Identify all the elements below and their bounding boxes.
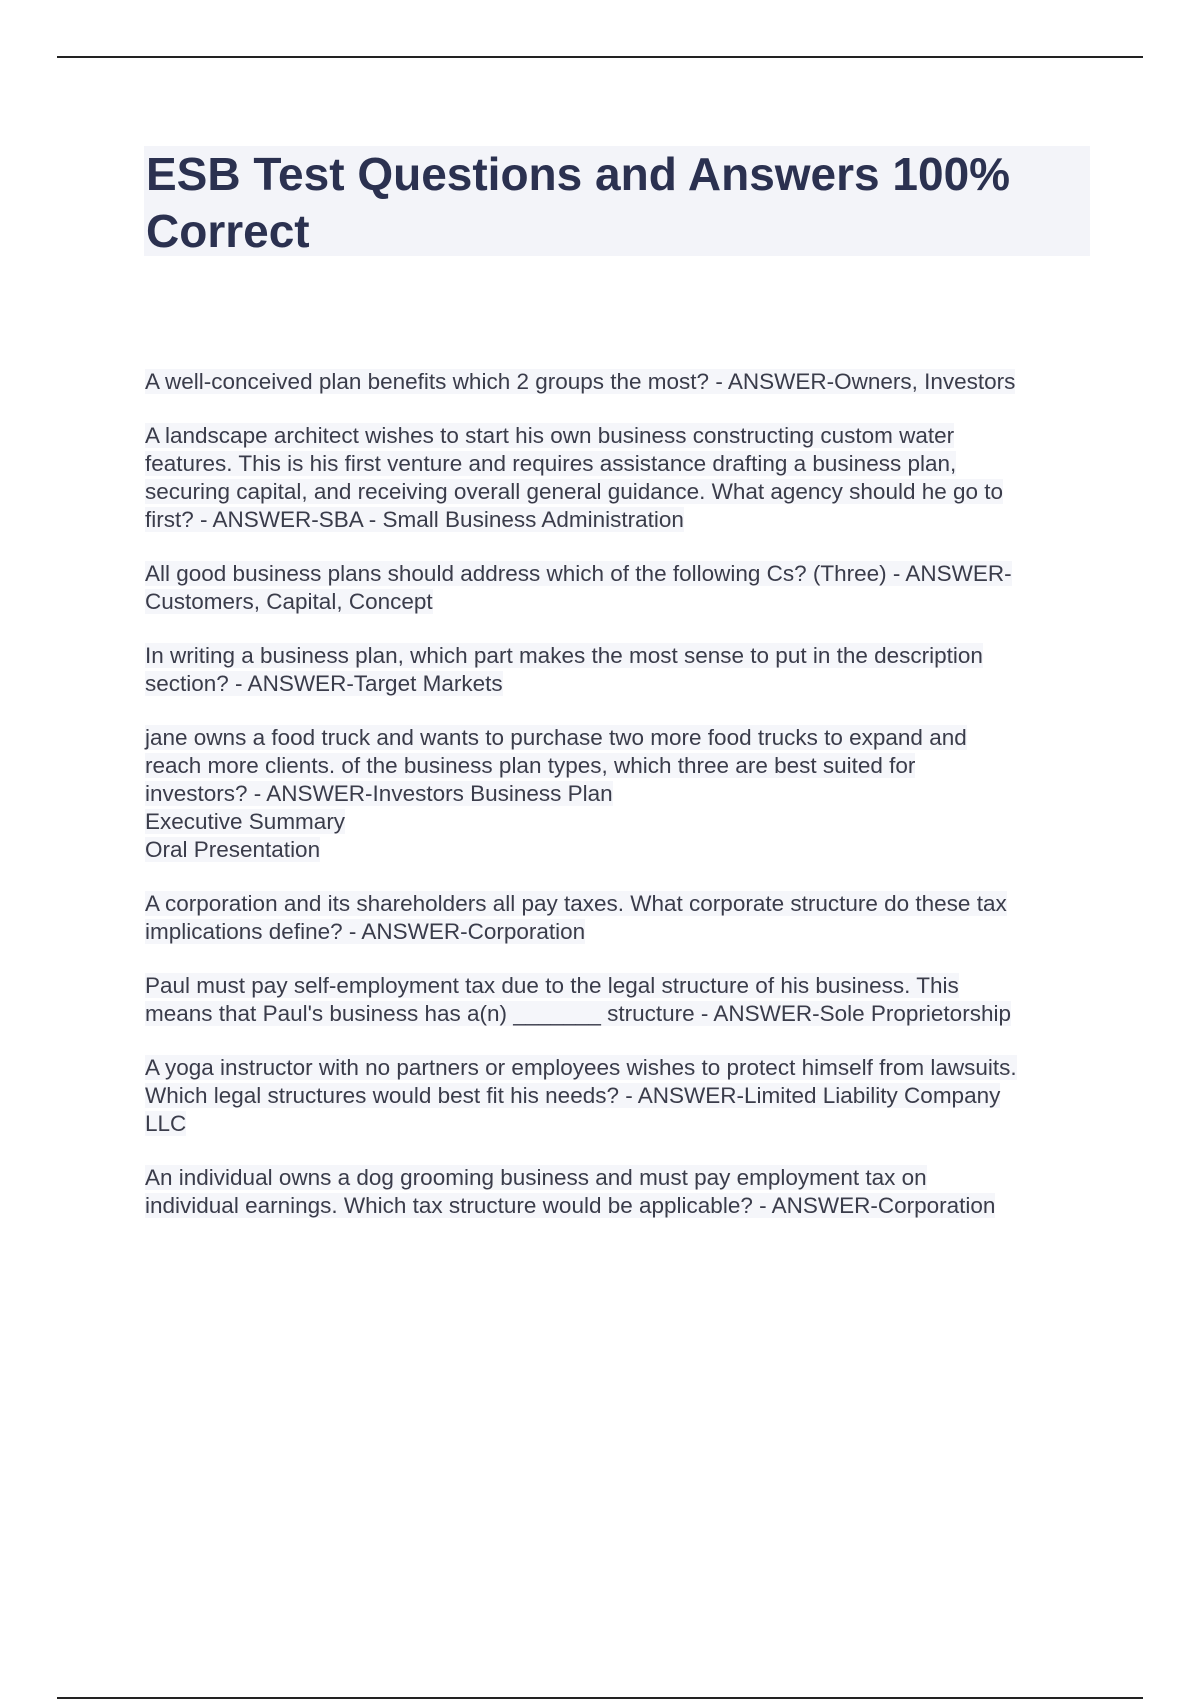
- qa-line: [145, 506, 1105, 534]
- qa-line-text: Customers, Capital, Concept: [145, 589, 433, 614]
- qa-line: [145, 560, 1105, 588]
- qa-item: [145, 972, 1105, 1028]
- qa-line-text: A corporation and its shareholders all pay taxes. What corporate structure do these tax: [145, 891, 1007, 916]
- top-divider: [57, 56, 1143, 58]
- qa-line: [145, 588, 1105, 616]
- qa-line: [145, 1000, 1105, 1028]
- qa-line: [145, 780, 1105, 808]
- qa-line: [145, 478, 1105, 506]
- qa-line: [145, 1082, 1105, 1110]
- qa-line-text: A yoga instructor with no partners or employees wishes to protect himself from lawsuits.: [145, 1055, 1017, 1080]
- qa-line-text: In writing a business plan, which part makes the most sense to put in the description: [145, 643, 983, 668]
- qa-line-text: first? - ANSWER-SBA - Small Business Administration: [145, 507, 684, 532]
- qa-line-text: securing capital, and receiving overall general guidance. What agency should he go to: [145, 479, 1004, 504]
- qa-line-text: Oral Presentation: [145, 837, 321, 862]
- qa-line-text: An individual owns a dog grooming business and must pay employment tax on: [145, 1165, 927, 1190]
- qa-line-text: Executive Summary: [145, 809, 346, 834]
- qa-line: [145, 918, 1105, 946]
- qa-item: [145, 368, 1105, 396]
- qa-line-text: A landscape architect wishes to start his own business constructing custom water: [145, 423, 955, 448]
- qa-line: [145, 670, 1105, 698]
- qa-line-text: Paul must pay self-employment tax due to the legal structure of his business. This: [145, 973, 959, 998]
- qa-line: [145, 1054, 1105, 1082]
- qa-item: [145, 890, 1105, 946]
- qa-line-text: individual earnings. Which tax structure would be applicable? - ANSWER-Corporation: [145, 1193, 996, 1218]
- qa-line: [145, 1192, 1105, 1220]
- qa-item: [145, 1054, 1105, 1138]
- qa-line: [145, 972, 1105, 1000]
- qa-item: [145, 1164, 1105, 1220]
- qa-line-text: means that Paul's business has a(n) _______ structure - ANSWER-Sole Proprietorship: [145, 1001, 1011, 1026]
- qa-line: [145, 836, 1105, 864]
- qa-line-text: A well-conceived plan benefits which 2 groups the most? - ANSWER-Owners, Investors: [145, 369, 1016, 394]
- qa-list: [145, 368, 1105, 1246]
- qa-line: [145, 1110, 1105, 1138]
- qa-line-text: LLC: [145, 1111, 187, 1136]
- page-title-line: Correct: [146, 205, 310, 257]
- qa-item: [145, 642, 1105, 698]
- qa-line: [145, 450, 1105, 478]
- qa-line-text: investors? - ANSWER-Investors Business Plan: [145, 781, 613, 806]
- qa-item: [145, 724, 1105, 864]
- qa-line: [145, 642, 1105, 670]
- qa-line: [145, 422, 1105, 450]
- qa-line-text: section? - ANSWER-Target Markets: [145, 671, 503, 696]
- qa-line: [145, 1164, 1105, 1192]
- bottom-divider: [57, 1697, 1143, 1699]
- qa-line-text: reach more clients. of the business plan types, which three are best suited for: [145, 753, 916, 778]
- qa-line-text: jane owns a food truck and wants to purchase two more food trucks to expand and: [145, 725, 967, 750]
- qa-line: [145, 890, 1105, 918]
- title-block: [144, 146, 1090, 256]
- qa-line: [145, 368, 1105, 396]
- qa-line-text: features. This is his first venture and requires assistance drafting a business plan,: [145, 451, 957, 476]
- page-title: [144, 146, 1090, 260]
- qa-item: [145, 560, 1105, 616]
- qa-line: [145, 724, 1105, 752]
- qa-item: [145, 422, 1105, 534]
- qa-line: [145, 808, 1105, 836]
- qa-line: [145, 752, 1105, 780]
- qa-line-text: Which legal structures would best fit his needs? - ANSWER-Limited Liability Company: [145, 1083, 1001, 1108]
- qa-line-text: All good business plans should address which of the following Cs? (Three) - ANSWER-: [145, 561, 1012, 586]
- page-title-line: ESB Test Questions and Answers 100%: [146, 148, 1011, 200]
- qa-line-text: implications define? - ANSWER-Corporation: [145, 919, 586, 944]
